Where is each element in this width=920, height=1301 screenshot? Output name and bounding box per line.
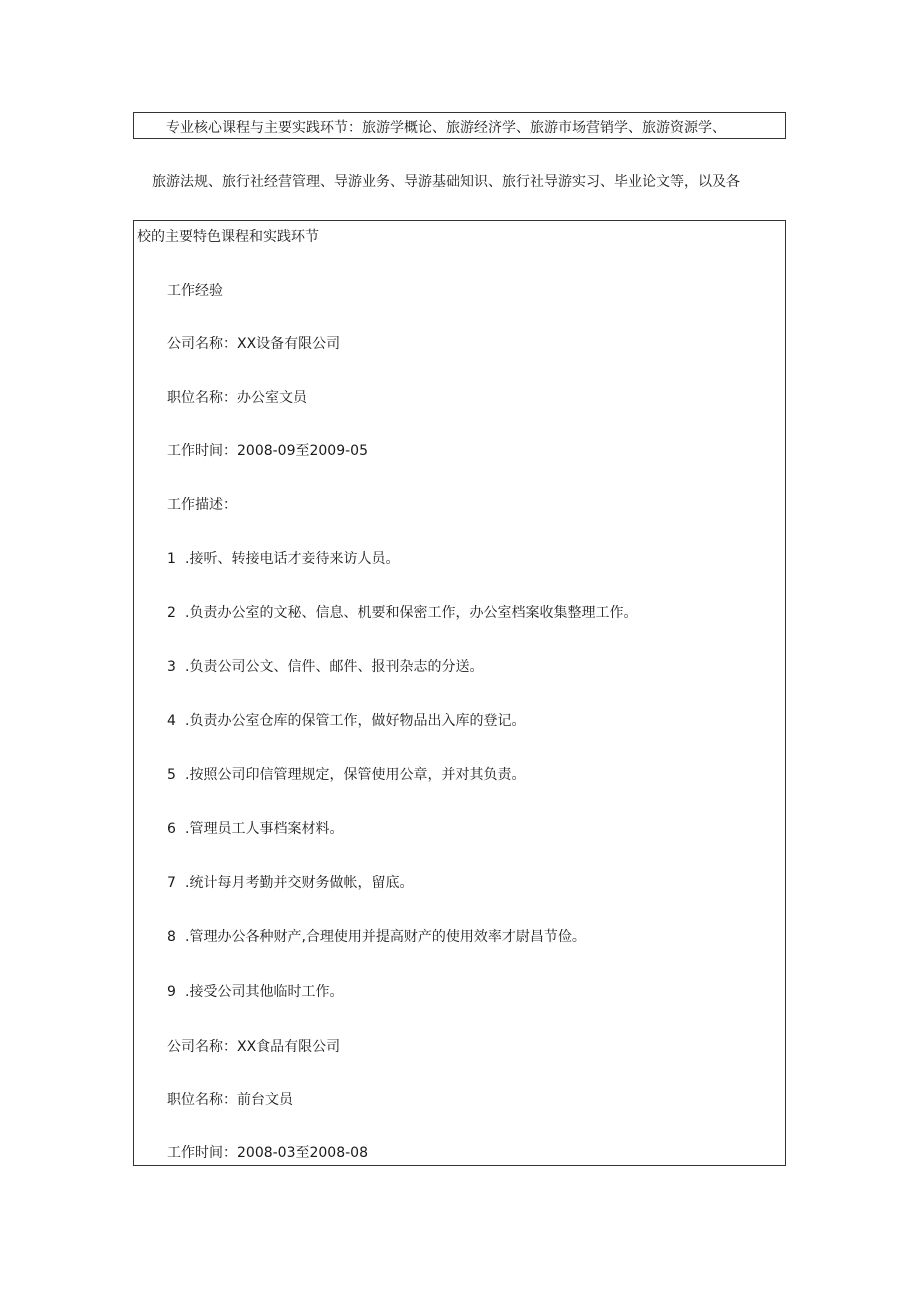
duty-number: 3	[167, 659, 176, 675]
duty-item	[167, 550, 399, 568]
duty-text: .按照公司印信管理规定，保管使用公章，并对其负责。	[185, 767, 526, 783]
duty-number: 9	[167, 984, 176, 1000]
job1-period: 工作时间：2008-09至2009-05	[167, 443, 368, 459]
duty-text: .负责公司公文、信件、邮件、报刊杂志的分送。	[185, 659, 484, 675]
duty-item	[167, 983, 343, 1001]
content-box	[133, 220, 786, 1166]
duty-text: .管理办公各种财产,合理使用并提高财产的使用效率才尉昌节俭。	[185, 929, 586, 945]
duty-text: .管理员工人事档案材料。	[185, 821, 344, 837]
experience-heading: 工作经验	[167, 283, 223, 299]
intro-line-1: 专业核心课程与主要实践环节：旅游学概论、旅游经济学、旅游市场营销学、旅游资源学、	[166, 120, 726, 136]
duty-number: 1	[167, 551, 176, 567]
duty-item	[167, 712, 525, 730]
duty-text: .负责办公室的文秘、信息、机要和保密工作，办公室档案收集整理工作。	[185, 605, 638, 621]
duty-item	[167, 658, 483, 676]
job2-position: 职位名称：前台文员	[167, 1092, 293, 1108]
duty-item	[167, 604, 637, 622]
job1-company: 公司名称：XX设备有限公司	[167, 336, 341, 352]
job1-desc-label: 工作描述：	[167, 497, 237, 513]
job1-position: 职位名称：办公室文员	[167, 390, 307, 406]
duty-text: .统计每月考勤并交财务做帐，留底。	[185, 875, 414, 891]
duty-item	[167, 874, 413, 892]
duty-number: 8	[167, 929, 176, 945]
intro-line-3: 校的主要特色课程和实践环节	[137, 229, 319, 245]
duty-number: 5	[167, 767, 176, 783]
job2-period: 工作时间：2008-03至2008-08	[167, 1145, 368, 1161]
duty-text: .接听、转接电话才妾待来访人员。	[185, 551, 400, 567]
duty-item	[167, 766, 525, 784]
duty-item	[167, 820, 343, 838]
duty-item	[167, 928, 586, 946]
duty-number: 7	[167, 875, 176, 891]
duty-number: 2	[167, 605, 176, 621]
job2-company: 公司名称：XX食品有限公司	[167, 1039, 341, 1055]
duty-number: 6	[167, 821, 176, 837]
duty-text: .负责办公室仓库的保管工作，做好物品出入库的登记。	[185, 713, 526, 729]
intro-line-2: 旅游法规、旅行社经营管理、导游业务、导游基础知识、旅行社导游实习、毕业论文等，以及各	[152, 174, 740, 190]
duty-text: .接受公司其他临时工作。	[185, 984, 344, 1000]
duty-number: 4	[167, 713, 176, 729]
